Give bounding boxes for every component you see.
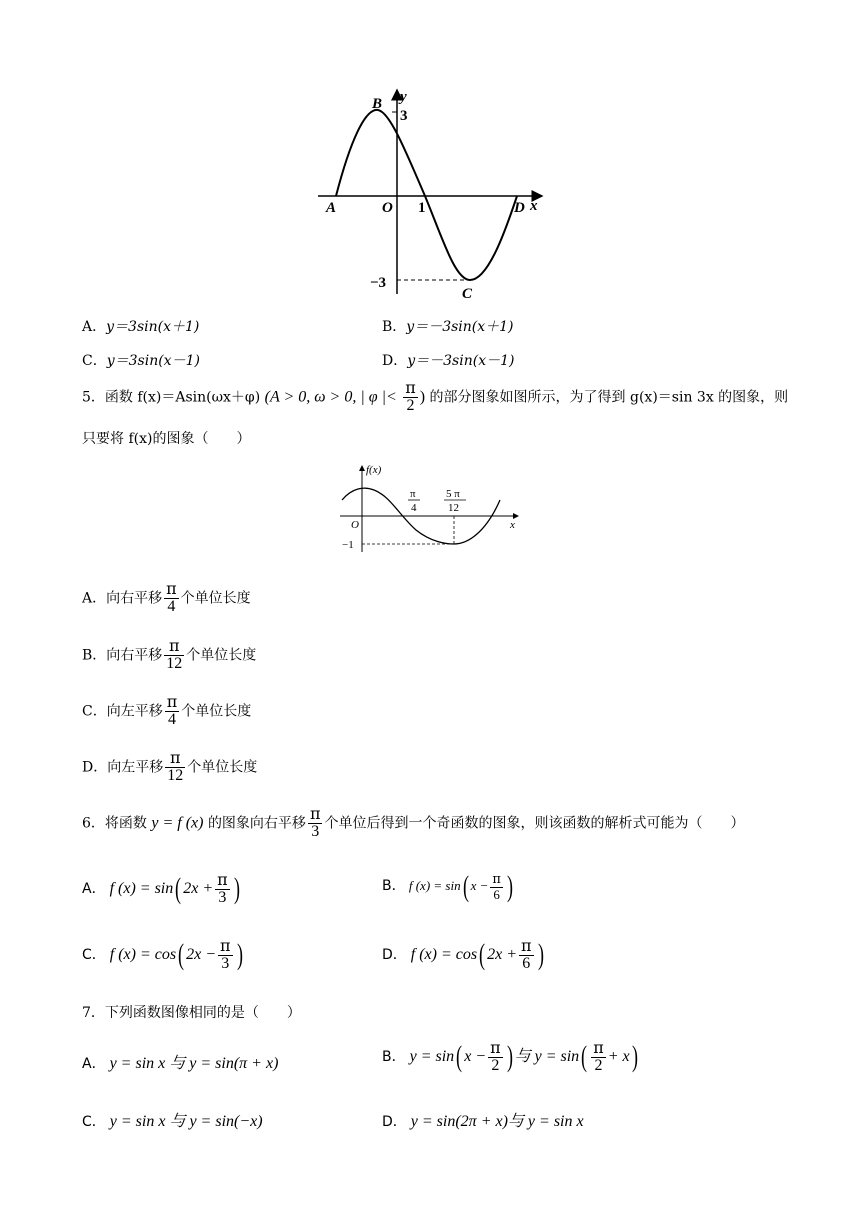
label-neg3: −3	[370, 275, 387, 291]
option-label: D．向左平移	[82, 759, 164, 776]
label-pi: π	[410, 488, 416, 500]
option-arg: x −	[464, 1047, 487, 1065]
right-paren: )	[537, 938, 544, 972]
q7-stem	[82, 1002, 301, 1022]
option-text: y＝－3sin(x＋1)	[406, 319, 514, 335]
option-tail: 个单位长度	[181, 703, 252, 720]
option-fraction	[488, 1040, 503, 1075]
q5-cond-close: )	[419, 388, 426, 406]
denominator: 12	[166, 654, 183, 672]
option-text: y = sin x 与 y = sin(π + x)	[109, 1055, 279, 1072]
option-label: A．	[82, 319, 107, 335]
numerator: π	[217, 870, 228, 889]
q6-fraction	[308, 806, 323, 841]
q4-option-c	[82, 350, 200, 370]
denominator: 4	[167, 597, 176, 615]
option-label: B．向右平移	[82, 647, 163, 664]
left-paren-2: (	[581, 1040, 588, 1074]
denominator: 6	[493, 886, 500, 902]
option-fraction	[215, 872, 230, 907]
q7-option-c	[82, 1108, 263, 1131]
option-arg: 2x +	[183, 879, 214, 897]
q6-option-b	[382, 872, 515, 902]
q5-stem-c: 只要将 f(x)的图象（ ）	[82, 431, 251, 447]
label-O: O	[382, 200, 393, 216]
option-fraction	[165, 750, 185, 785]
numerator: π	[165, 750, 185, 768]
label-3: 3	[400, 108, 408, 124]
label-D: D	[514, 200, 525, 216]
q6-stem-math: y = f (x)	[151, 814, 204, 832]
numerator: π	[490, 1038, 501, 1057]
denominator: 2	[406, 396, 415, 414]
option-func: f (x) = cos	[410, 945, 478, 963]
denominator: 2	[491, 1056, 500, 1074]
option-label: B．	[382, 1048, 406, 1065]
q4-option-b	[382, 316, 514, 336]
option-label: D．	[382, 1114, 407, 1130]
option-text: y = sin(2π + x)与 y = sin x	[410, 1113, 584, 1130]
option-func: y = sin	[409, 1047, 455, 1065]
option-label: C．	[82, 1114, 106, 1130]
q5-option-a	[82, 581, 251, 616]
q5-cond-fraction	[403, 380, 418, 415]
option-label: D．	[382, 353, 408, 369]
option-tail: 个单位长度	[186, 647, 257, 664]
option-arg: 2x −	[186, 945, 217, 963]
left-paren: (	[479, 938, 486, 972]
option-fraction	[519, 938, 534, 973]
q5-option-b	[82, 638, 256, 673]
q7-option-d	[382, 1108, 584, 1131]
option-text: y＝3sin(x－1)	[106, 353, 200, 369]
left-paren: (	[178, 938, 185, 972]
label-A: A	[326, 200, 337, 216]
option-tail: + x	[607, 1047, 630, 1065]
q5-option-c	[82, 694, 251, 729]
q7-stem-text: 7．下列函数图像相同的是（ ）	[82, 1005, 301, 1021]
figure-q4-graph	[310, 82, 550, 302]
option-text: y = sin x 与 y = sin(−x)	[109, 1113, 263, 1130]
right-paren-2: )	[631, 1040, 638, 1074]
figure-q5-graph	[336, 460, 526, 555]
label-B: B	[372, 96, 383, 112]
option-func: f (x) = cos	[109, 945, 177, 963]
numerator: π	[164, 638, 184, 656]
right-paren: )	[236, 938, 243, 972]
q4-option-d	[382, 350, 514, 370]
q5-condition: (A > 0, ω > 0, | φ |<	[264, 388, 397, 406]
option-label: B．	[382, 319, 407, 335]
label-4: 4	[411, 502, 417, 514]
q5-option-d	[82, 750, 257, 785]
numerator: π	[309, 804, 321, 823]
q7-option-b	[382, 1040, 640, 1075]
label-x: x	[530, 198, 538, 214]
label-12: 12	[448, 502, 459, 514]
label-x: x	[510, 519, 515, 531]
option-fraction	[490, 873, 503, 901]
q6-option-d	[382, 938, 546, 973]
q5-stem-line2	[82, 428, 250, 448]
option-label: B．	[382, 877, 406, 894]
q6-stem	[82, 806, 744, 841]
numerator: π	[166, 692, 178, 711]
numerator: π	[220, 936, 231, 955]
q6-option-c	[82, 938, 245, 973]
option-mid: 与 y = sin	[514, 1047, 580, 1065]
q5-stem-b: 的部分图象如图所示，为了得到 g(x)＝sin 3x 的图象，则	[429, 389, 789, 406]
option-arg: 2x +	[487, 945, 518, 963]
q6-option-a	[82, 872, 242, 907]
option-arg: x −	[470, 877, 489, 893]
numerator: π	[593, 1038, 604, 1057]
numerator: π	[492, 871, 501, 887]
option-label: C．	[82, 353, 107, 369]
option-fraction	[164, 638, 184, 673]
q6-stem-a: 6．将函数	[82, 815, 147, 832]
option-text: y＝－3sin(x－1)	[407, 353, 515, 369]
option-tail: 个单位长度	[180, 590, 251, 607]
option-label: D．	[382, 946, 407, 963]
option-tail: 个单位长度	[187, 759, 258, 776]
denominator: 3	[311, 822, 320, 840]
numerator: π	[521, 936, 532, 955]
right-paren: )	[506, 870, 513, 903]
option-fraction	[218, 938, 233, 973]
option-label: A．向右平移	[82, 590, 163, 607]
label-1: 1	[418, 200, 426, 216]
label-C: C	[462, 286, 473, 302]
denominator: 6	[522, 954, 531, 972]
option-label: A．	[82, 880, 106, 897]
option-text: y＝3sin(x＋1)	[106, 319, 200, 335]
option-fraction	[165, 694, 180, 729]
denominator: 12	[167, 766, 184, 784]
left-paren: (	[462, 870, 469, 903]
numerator: π	[405, 378, 416, 397]
label-y: y	[400, 89, 407, 105]
denominator: 3	[221, 954, 230, 972]
option-fraction-2	[591, 1040, 606, 1075]
left-paren: (	[456, 1040, 463, 1074]
denominator: 3	[218, 888, 227, 906]
q6-stem-c: 个单位后得到一个奇函数的图象，则该函数的解析式可能为（ ）	[324, 815, 745, 832]
option-label: A．	[82, 1056, 106, 1072]
label-neg1: −1	[342, 539, 354, 551]
option-fraction	[164, 581, 179, 616]
q5-stem-line1	[82, 380, 788, 415]
left-paren: (	[175, 872, 182, 906]
option-label: C．	[82, 946, 106, 963]
option-func: f (x) = sin	[109, 879, 174, 897]
denominator: 4	[167, 710, 176, 728]
option-func: f (x) = sin	[408, 877, 461, 893]
option-label: C．向左平移	[82, 703, 163, 720]
q7-option-a	[82, 1050, 278, 1073]
denominator: 2	[594, 1056, 603, 1074]
sine-curve	[336, 110, 517, 280]
numerator: π	[166, 579, 177, 598]
right-paren: )	[506, 1040, 513, 1074]
q6-stem-b: 的图象向右平移	[207, 815, 306, 832]
q5-stem-a: 5．函数 f(x)＝Asin(ωx＋φ)	[82, 389, 261, 406]
label-fx: f(x)	[366, 464, 382, 476]
label-O: O	[351, 519, 359, 531]
label-5pi: 5 π	[446, 488, 460, 500]
q4-option-a	[82, 316, 199, 336]
right-paren: )	[233, 872, 240, 906]
